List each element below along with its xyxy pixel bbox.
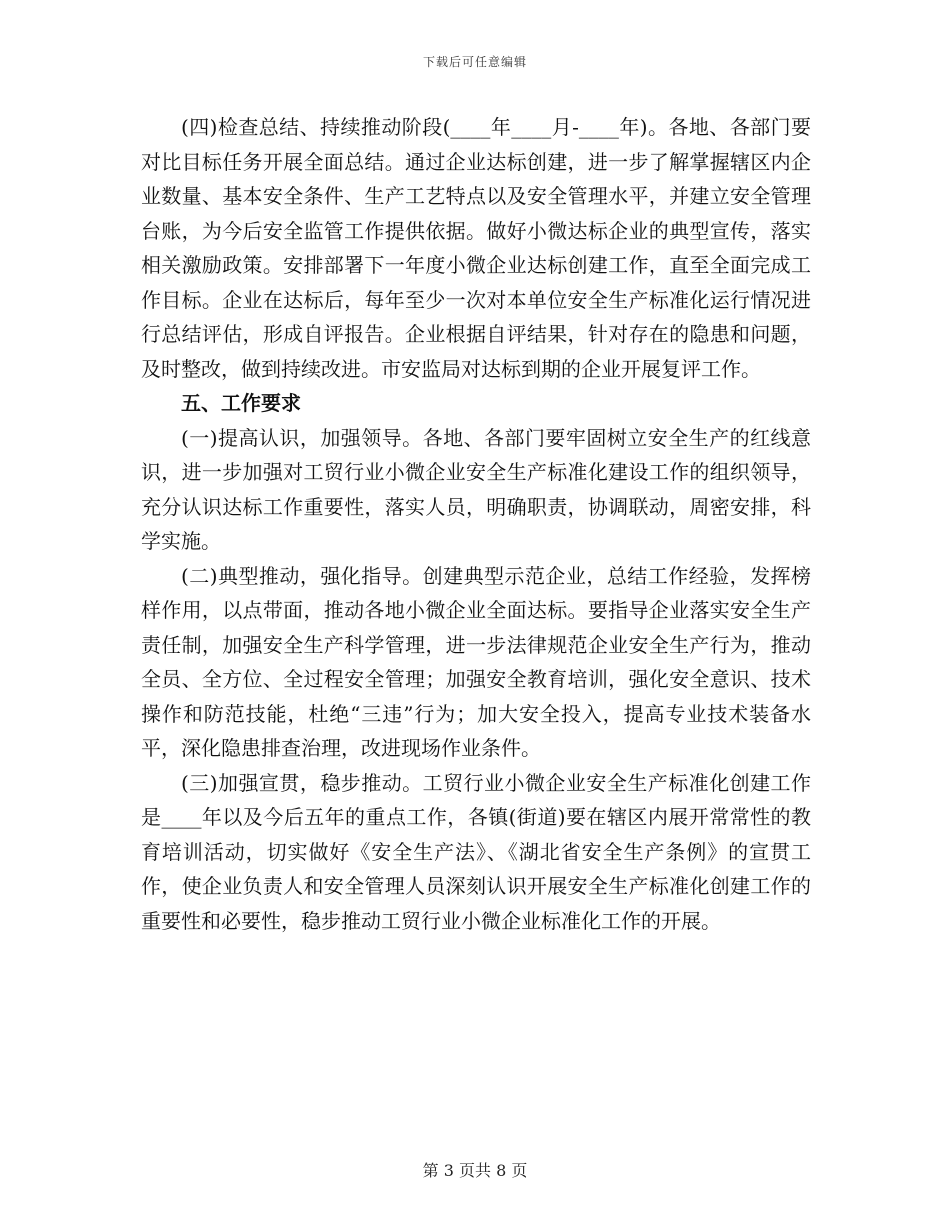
paragraph-typical-promotion: (二)典型推动，强化指导。创建典型示范企业，总结工作经验，发挥榜样作用，以点带面，推动各地小微企业全面达标。要指导企业落实安全生产责任制，加强安全生产科学管理，进一步法律规范企业安全生产行为，推动全员、全方位、全过程安全管理；加强安全教育培训，强化安全意识、技术操作和防范技能，杜绝“三违”行为；加大安全投入，提高专业技术装备水平，深化隐患排查治理，改进现场作业条件。 <box>141 563 811 760</box>
section-heading-work-requirements: 五、工作要求 <box>181 391 301 415</box>
document-body <box>141 110 811 938</box>
page-number: 第 3 页共 8 页 <box>422 1161 528 1180</box>
page-header: 下载后可任意编辑 <box>422 55 527 69</box>
paragraph-inspection-summary: (四)检查总结、持续推动阶段(____年____月-____年)。各地、各部门要对比目标任务开展全面总结。通过企业达标创建，进一步了解掌握辖区内企业数量、基本安全条件、生产工艺特点以及安全管理水平，并建立安全管理台账，为今后安全监管工作提供依据。做好小微达标企业的典型宣传，落实相关激励政策。安排部署下一年度小微企业达标创建工作，直至全面完成工作目标。企业在达标后，每年至少一次对本单位安全生产标准化运行情况进行总结评估，形成自评报告。企业根据自评结果，针对存在的隐患和问题，及时整改，做到持续改进。市安监局对达标到期的企业开展复评工作。 <box>141 115 811 381</box>
paragraph-raise-awareness: (一)提高认识，加强领导。各地、各部门要牢固树立安全生产的红线意识，进一步加强对工贸行业小微企业安全生产标准化建设工作的组织领导，充分认识达标工作重要性，落实人员，明确职责，协调联动，周密安排，科学实施。 <box>141 425 811 553</box>
paragraph-publicity: (三)加强宣贯，稳步推动。工贸行业小微企业安全生产标准化创建工作是____年以及今后五年的重点工作，各镇(街道)要在辖区内展开常常性的教育培训活动，切实做好《安全生产法》、《湖北省安全生产条例》的宣贯工作，使企业负责人和安全管理人员深刻认识开展安全生产标准化创建工作的重要性和必要性，稳步推动工贸行业小微企业标准化工作的开展。 <box>141 770 811 933</box>
